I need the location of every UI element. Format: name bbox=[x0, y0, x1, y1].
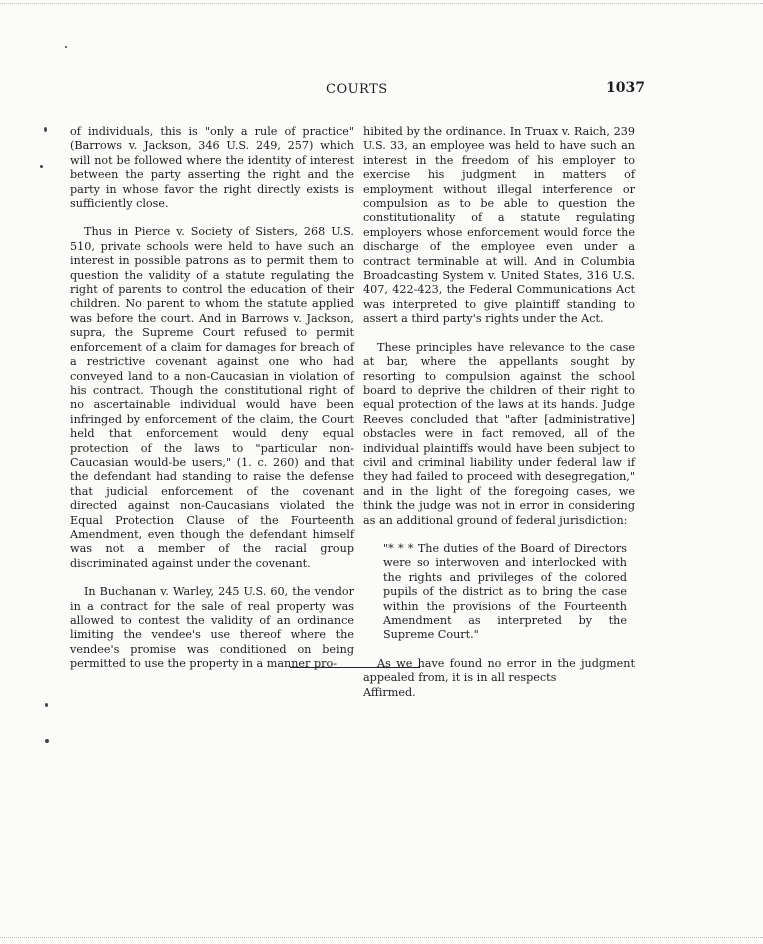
end-of-opinion-rule bbox=[290, 667, 420, 668]
scan-edge-top bbox=[0, 3, 763, 4]
scan-edge-bottom bbox=[0, 937, 763, 938]
paragraph-continued: of individuals, this is "only a rule of practice" (Barrows v. Jackson, 346 U.S. 249, 257) which will not be followed where the identity of interest between the party asserting the right and the party in whose favor the right directly exists is sufficiently close. bbox=[70, 125, 354, 211]
paragraph: In Buchanan v. Warley, 245 U.S. 60, the vendor in a contract for the sale of real property was allowed to contest the validity of an ordinance limiting the vendee's use thereof where the vendee's promise was conditioned on being permitted to use the property in a manner pro- bbox=[70, 585, 354, 671]
page-number: 1037 bbox=[606, 80, 645, 96]
scan-speck bbox=[44, 127, 47, 132]
right-column bbox=[363, 125, 635, 714]
scan-speck bbox=[45, 703, 48, 707]
block-quote-text: "* * * The duties of the Board of Directors were so interwoven and interlocked with the rights and privileges of the colored pupils of the district as to bring the case within the provisions of the Fourteenth Amendment as interpreted by the Supreme Court." bbox=[383, 541, 627, 642]
scan-speck bbox=[45, 739, 49, 743]
running-header-title: COURTS bbox=[326, 82, 388, 97]
closing-paragraph: As we have found no error in the judgment appealed from, it is in all respects bbox=[363, 656, 635, 685]
scan-speck bbox=[65, 46, 67, 48]
disposition: Affirmed. bbox=[363, 685, 416, 699]
left-column bbox=[70, 125, 354, 686]
paragraph-continued: hibited by the ordinance. In Truax v. Raich, 239 U.S. 33, an employee was held to have such an interest in the freedom of his employer to exercise his judgment in matters of employment without illegal interference or compulsion as to be able to question the constitutionality of a statute regulating employers whose enforcement would force the discharge of the employee even under a contract terminable at will. And in Columbia Broadcasting System v. United States, 316 U.S. 407, 422-423, the Federal Communications Act was interpreted to give plaintiff standing to assert a third party's rights under the Act. bbox=[363, 125, 635, 326]
paragraph: Thus in Pierce v. Society of Sisters, 268 U.S. 510, private schools were held to have such an interest in possible patrons as to permit them to question the validity of a statute regulating the right of parents to control the education of their children. No parent to whom the statute applied was before the court. And in Barrows v. Jackson, supra, the Supreme Court refused to permit enforcement of a claim for damages for breach of a restrictive covenant against one who had conveyed land to a non-Caucasian in violation of his contract. Though the constitutional right of no ascertainable individual would have been infringed by enforcement of the claim, the Court held that enforcement would deny equal protection of the laws to "particular non-Caucasian would-be users," (1. c. 260) and that the defendant had standing to raise the defense that judicial enforcement of the covenant directed against non-Caucasians violated the Equal Protection Clause of the Fourteenth Amendment, even though the defendant himself was not a member of the racial group discriminated against under the covenant. bbox=[70, 225, 354, 570]
block-quote bbox=[363, 542, 635, 643]
scan-speck bbox=[40, 165, 43, 168]
paragraph: These principles have relevance to the case at bar, where the appellants sought by resorting to compulsion against the school board to deprive the children of their right to equal protection of the laws at its hands. Judge Reeves concluded that "after [administrative] obstacles were in fact removed, all of the individual plaintiffs would have been subject to civil and criminal liability under federal law if they had failed to proceed with desegregation," and in the light of the foregoing cases, we think the judge was not in error in considering as an additional ground of federal jurisdiction: bbox=[363, 340, 635, 527]
